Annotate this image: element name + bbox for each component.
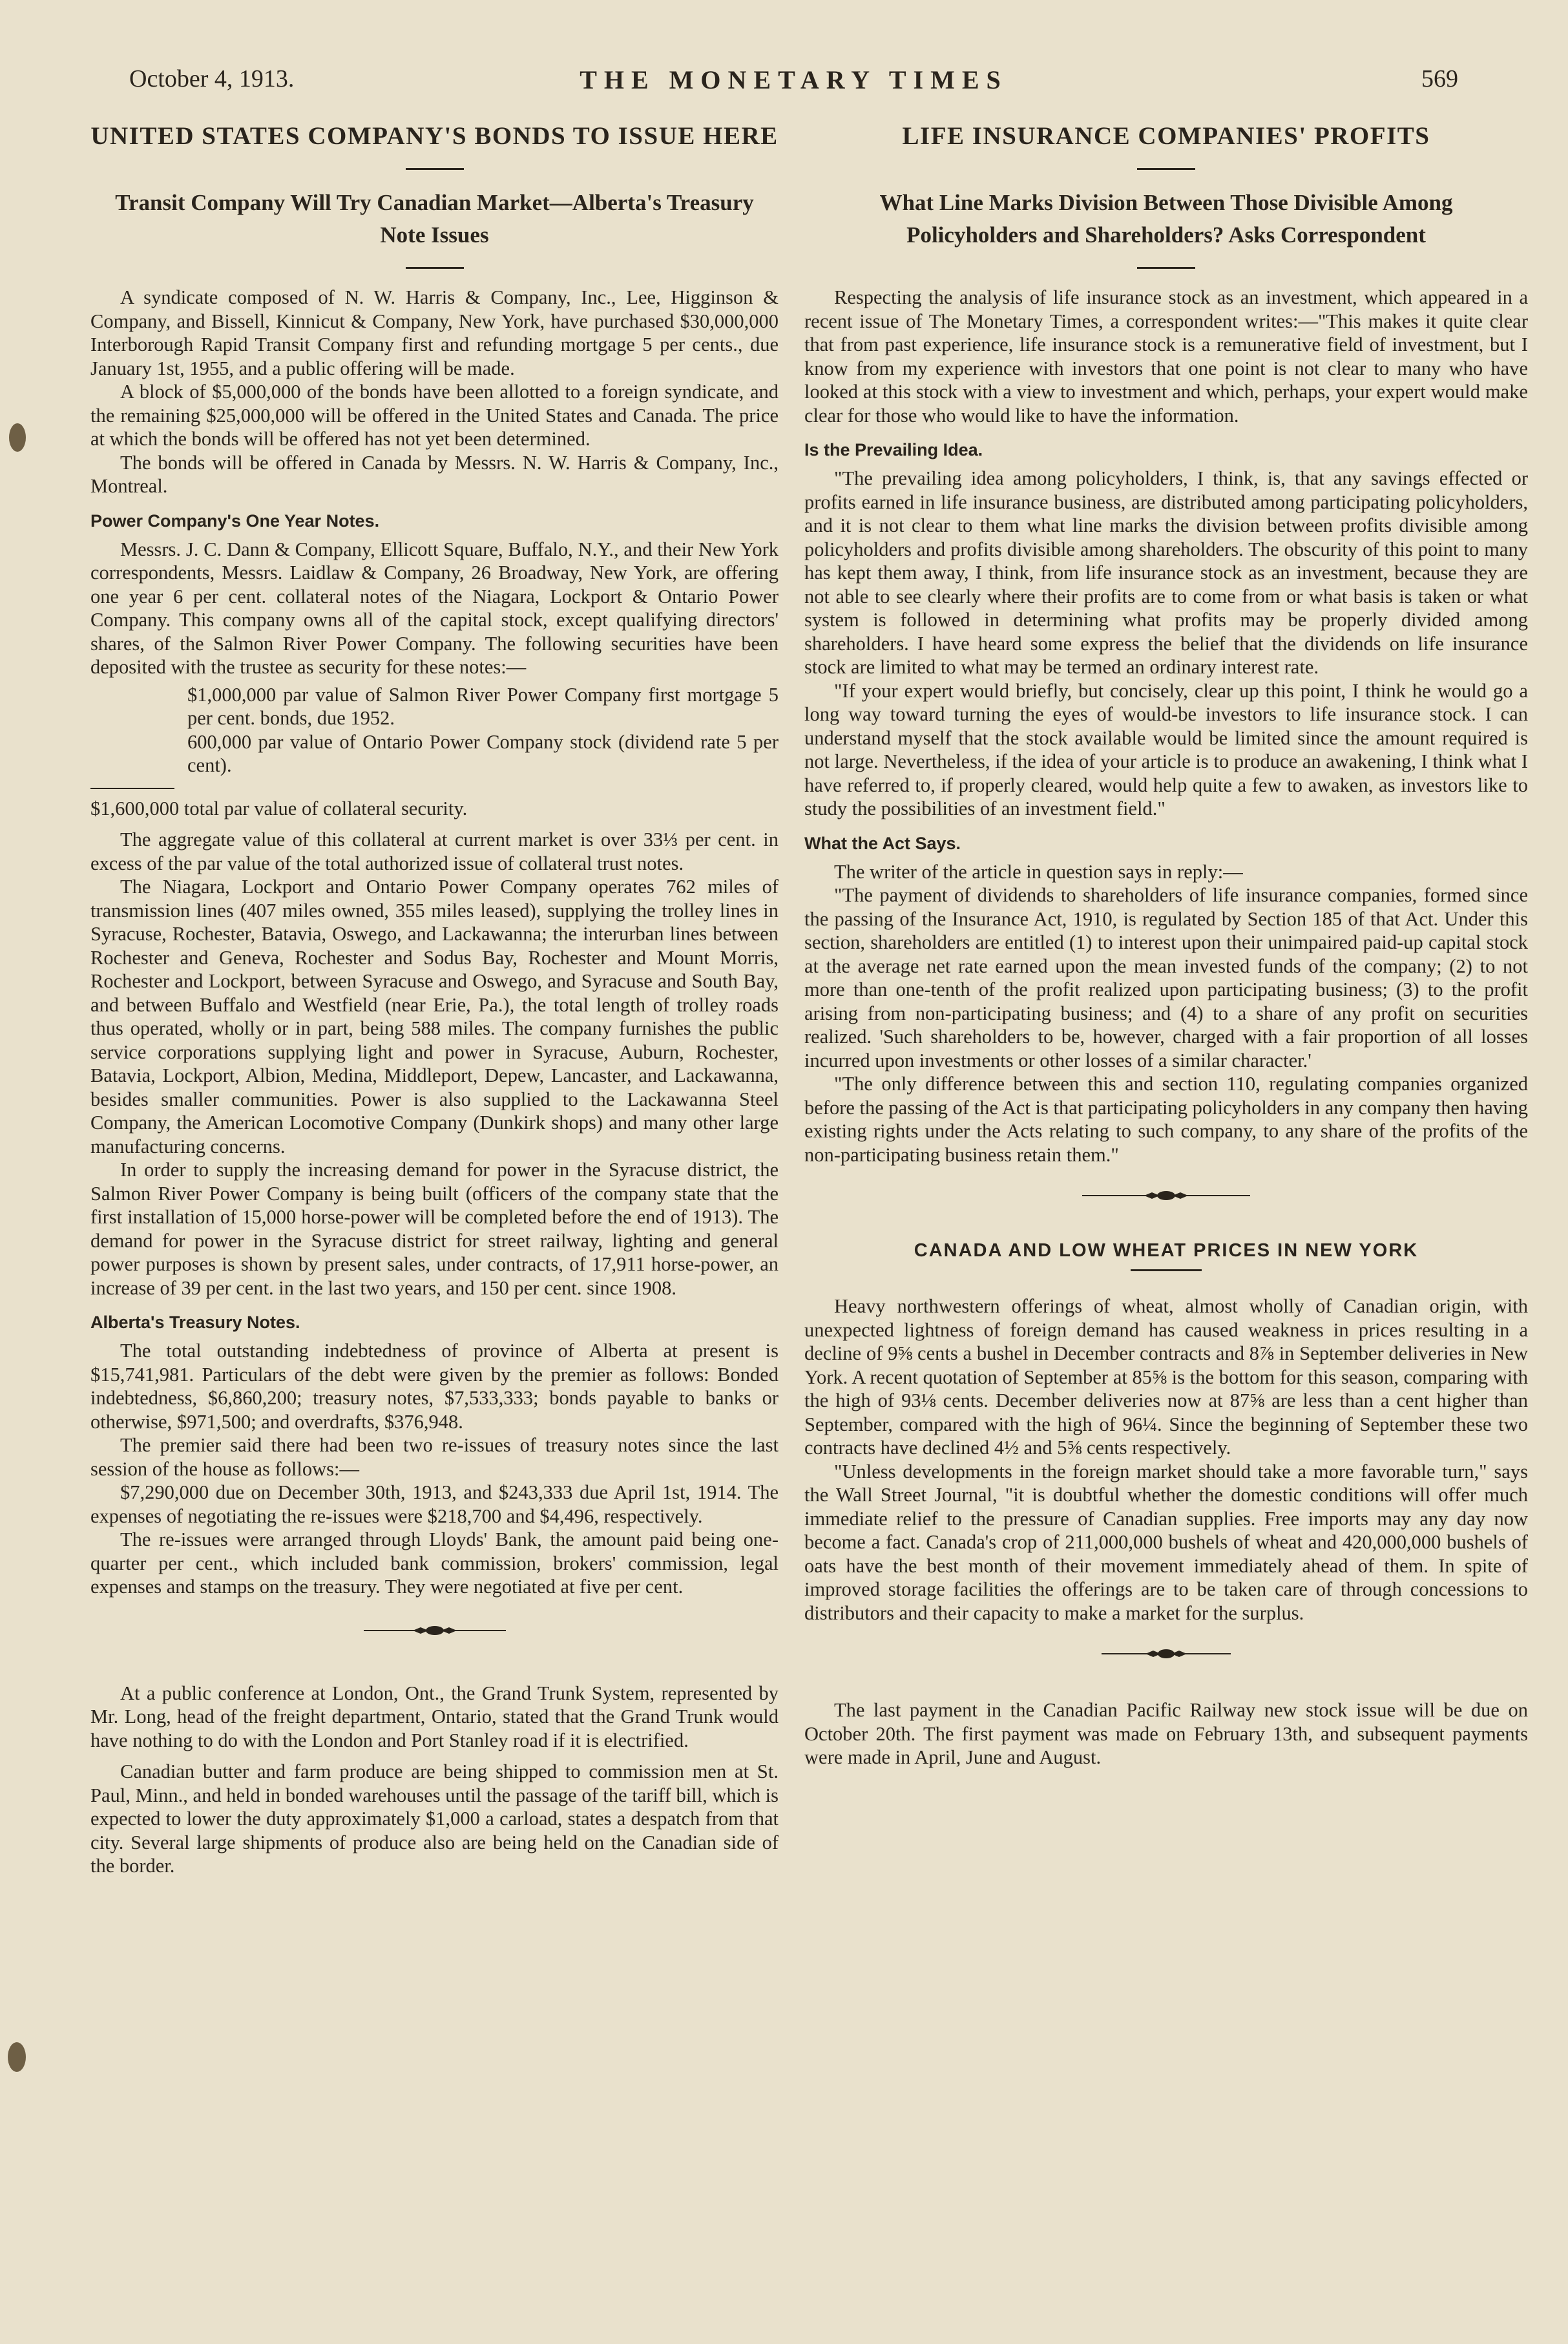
paragraph: "Unless developments in the foreign market should take a more favorable turn," says the Wall Street Journal, "it is doubtful whether the domestic conditions will offer much immediate relief to the pressure of Canadian supplies. Free imports may any day now become a fact. Canada's crop of 211,000,000 bushels of wheat and 420,000,000 bushels of oats have the best month of their movement immediately ahead of them. In spite of improved storage facilities the offerings are to be taken care of through concessions to distributors and their capacity to make a market for the surplus. — [804, 1460, 1528, 1624]
paragraph: A block of $5,000,000 of the bonds have been allotted to a foreign syndicate, and the remaining $25,000,000 will be offered in the United States and Canada. The price at which the bonds will be offered has not yet been determined. — [90, 381, 779, 450]
article-title-insurance: LIFE INSURANCE COMPANIES' PROFITS — [902, 122, 1430, 150]
ornament-divider — [1082, 1190, 1250, 1201]
paragraph: Respecting the analysis of life insurance stock as an investment, which appeared in a recent issue of The Monetary Times, a correspondent writes:—"This makes it quite clear that from past experience, life insurance stock is a remunerative field of investment, but I know from my experience with investors that one point is not clear to many who have looked at this stock with a view to investment and which, perhaps, your expert would make clear for those who would like to have the information. — [804, 286, 1528, 427]
security-description: par value of Ontario Power Company stock (dividend rate 5 per cent). — [187, 730, 779, 776]
subtitle-rule — [1137, 267, 1195, 269]
ornament-divider — [364, 1625, 506, 1636]
binding-hole-mark — [9, 423, 26, 452]
total-rule — [90, 788, 174, 789]
paragraph: The aggregate value of this collateral at current market is over 33⅓ per cent. in excess of the par value of the total authorized issue of collateral trust notes. — [90, 829, 779, 874]
security-amount: 600,000 — [187, 730, 252, 753]
issue-date: October 4, 1913. — [129, 65, 295, 92]
section-heading: Power Company's One Year Notes. — [90, 511, 380, 531]
title-rule — [406, 168, 464, 170]
section-heading: Alberta's Treasury Notes. — [90, 1313, 300, 1332]
left-column — [90, 116, 779, 1878]
paragraph: The last payment in the Canadian Pacific Railway new stock issue will be due on October 20th. The first payment was made on February 13th, and subsequent payments were made in April, June and August. — [804, 1699, 1528, 1768]
paragraph: "The payment of dividends to shareholders of life insurance companies, formed since the passing of the Insurance Act, 1910, is regulated by Section 185 of that Act. Under this section, shareholders are entitled (1) to interest upon their unimpaired paid-up capital stock at the average net rate earned upon the mean invested funds of the company; (2) to not more than one-tenth of the profit realized upon participating business; (3) to the profit arising from non-participating business; and (4) to a share of any profit on securities realized. 'Such shareholders to be, however, charged with a fair proportion of all losses incurred upon investments or other losses of a similar character.' — [804, 884, 1528, 1072]
right-column — [804, 116, 1528, 1769]
article-title-bonds: UNITED STATES COMPANY'S BONDS TO ISSUE HERE — [90, 122, 779, 150]
paragraph: "The prevailing idea among policyholders, I think, is, that any savings effected or profits earned in life insurance business, are distributed among participating policyholders, and it is not clear to them what line marks the division between profits divisible among policyholders and profits divisible among shareholders. The obscurity of this point to many has kept them away, I think, from life insurance stock as an investment, because they are not able to see clearly where their profits are to come from or what basis is taken or what system is followed in determining what profits may be properly divided among shareholders. I have heard some express the belief that the dividends on life insurance stock are limited to what may be termed an ordinary interest rate. — [804, 467, 1528, 678]
paragraph: "If your expert would briefly, but concisely, clear up this point, I think he would go a long way toward turning the eyes of would-be investors to life insurance stock. I can understand myself that the stock available would be limited since the amount required is not large. Nevertheless, if the idea of your article is to produce an awakening, I think what I have referred to, if properly cleared, would help quite a few to awaken, as investors like to study the possibilities of an investment field." — [804, 679, 1528, 819]
section-heading: What the Act Says. — [804, 833, 961, 853]
section-heading: Is the Prevailing Idea. — [804, 440, 983, 459]
title-rule — [1137, 168, 1195, 170]
ornament-divider — [1102, 1648, 1231, 1660]
running-header — [129, 65, 1458, 103]
paragraph: In order to supply the increasing demand for power in the Syracuse district, the Salmon River Power Company is being built (officers of the company state that the first installation of 15,000 horse-power will be completed before the end of 1913). The demand for power in the Syracuse district for street railway, lighting and general power purposes is shown by present sales, under contracts, of 17,911 horse-power, an increase of 39 per cent. in the last two years, and 150 per cent. since 1908. — [90, 1159, 779, 1299]
security-description: par value of Salmon River Power Company first mortgage 5 per cent. bonds, due 1952. — [187, 683, 779, 729]
section-rule — [1131, 1269, 1202, 1271]
paragraph: The Niagara, Lockport and Ontario Power Company operates 762 miles of transmission lines (407 miles owned, 355 miles leased), supplying the trolley lines in Syracuse, Rochester, Batavia, Oswego, and Lackawanna; the interurban lines between Rochester and Geneva, Rochester and Sodus Bay, Rochester and Mount Morris, Rochester and Lockport, between Syracuse and Oswego, and Syracuse and South Bay, and between Buffalo and Westfield (near Erie, Pa.), the total length of trolley roads thus operated, wholly or in part, being 588 miles. The company furnishes the public service corporations supplying light and power in Syracuse, Auburn, Rochester, Batavia, Lockport, Albion, Medina, Middleport, Depew, Lancaster, and Lackawanna, besides smaller communities. Power is also supplied to the Lackawanna Steel Company, the American Locomotive Company (Dunkirk shops) and many other large manufacturing concerns. — [90, 876, 779, 1157]
paragraph: Messrs. J. C. Dann & Company, Ellicott Square, Buffalo, N.Y., and their New York correspondents, Messrs. Laidlaw & Company, 26 Broadway, New York, are offering one year 6 per cent. collateral notes of the Niagara, Lockport & Ontario Power Company. This company owns all of the capital stock, except qualifying directors' shares, of the Salmon River Power Company. The following securities have been deposited with the trustee as security for these notes:— — [90, 538, 779, 678]
masthead: THE MONETARY TIMES — [580, 65, 1008, 94]
page-number: 569 — [1421, 65, 1458, 92]
article-subtitle-bonds: Transit Company Will Try Canadian Market—Alberta's Treasury Note Issues — [115, 190, 754, 248]
paragraph: The bonds will be offered in Canada by Messrs. N. W. Harris & Company, Inc., Montreal. — [90, 451, 779, 497]
security-total: $1,600,000 total par value of collateral security. — [90, 797, 468, 819]
paragraph: $7,290,000 due on December 30th, 1913, and $243,333 due April 1st, 1914. The expenses of negotiating the re-issues were $218,700 and $4,496, respectively. — [90, 1481, 779, 1527]
paragraph: The total outstanding indebtedness of province of Alberta at present is $15,741,981. Particulars of the debt were given by the premier as follows: Bonded indebtedness, $6,860,200; treasury notes, $7,533,333; bonds payable to banks or otherwise, $971,500; and overdrafts, $376,948. — [90, 1340, 779, 1433]
article-subtitle-insurance: What Line Marks Division Between Those Divisible Among Policyholders and Shareholders? Asks Correspondent — [879, 190, 1453, 248]
paragraph: Canadian butter and farm produce are being shipped to commission men at St. Paul, Minn., and held in bonded warehouses until the passage of the tariff bill, which is expected to lower the duty approximately $1,000 a carload, states a despatch from that city. Several large shipments of produce also are being held on the Canadian side of the border. — [90, 1760, 779, 1877]
paragraph: A syndicate composed of N. W. Harris & Company, Inc., Lee, Higginson & Company, and Bissell, Kinnicut & Company, New York, have purchased $30,000,000 Interborough Rapid Transit Company first and refunding mortgage 5 per cents., due January 1st, 1955, and a public offering will be made. — [90, 286, 779, 379]
security-item — [90, 683, 779, 730]
paragraph: "The only difference between this and section 110, regulating companies organized before the passing of the Act is that participating policyholders in any company then having existing rights under the Acts relating to such company, to any share of the profits of the non-participating business retain them." — [804, 1073, 1528, 1166]
paragraph: At a public conference at London, Ont., the Grand Trunk System, represented by Mr. Long, head of the freight department, Ontario, stated that the Grand Trunk would have nothing to do with the London and Port Stanley road if it is electrified. — [90, 1682, 779, 1751]
paragraph: The re-issues were arranged through Lloyds' Bank, the amount paid being one-quarter per cent., which included bank commission, brokers' commission, legal expenses and stamps on the treasury. They were negotiated at five per cent. — [90, 1528, 779, 1598]
security-amount: $1,000,000 — [187, 683, 277, 706]
security-item — [90, 730, 779, 777]
paragraph: Heavy northwestern offerings of wheat, almost wholly of Canadian origin, with unexpected lightness of foreign demand has caused weakness in prices resulting in a decline of 9⅝ cents a bushel in December contracts and 8⅞ in September deliveries in New York. A recent quotation of September at 85⅝ is the bottom for this season, comparing with the high of 93⅛ cents. December deliveries now at 87⅝ are less than a cent higher than September, compared with the high of 96¼. Since the beginning of September these two contracts have declined 4½ and 5⅝ cents respectively. — [804, 1295, 1528, 1459]
section-title-wheat: CANADA AND LOW WHEAT PRICES IN NEW YORK — [914, 1240, 1419, 1261]
subtitle-rule — [406, 267, 464, 269]
paragraph: The premier said there had been two re-issues of treasury notes since the last session of the house as follows:— — [90, 1434, 779, 1480]
binding-hole-mark — [8, 2042, 26, 2072]
paragraph: The writer of the article in question says in reply:— — [834, 860, 1243, 883]
